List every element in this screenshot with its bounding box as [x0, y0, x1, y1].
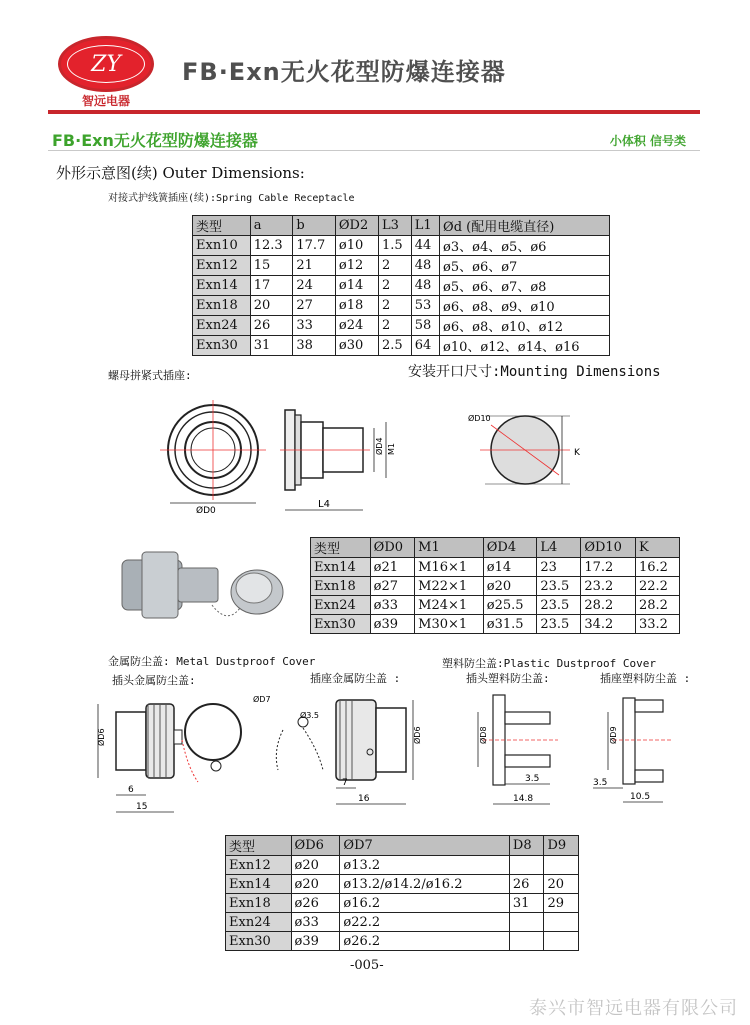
col-d10: ØD10 — [581, 538, 636, 558]
cell: Exn14 — [311, 558, 371, 577]
d6-label-socket: ØD6 — [413, 726, 422, 744]
cell: 48 — [411, 276, 439, 296]
cell: Exn24 — [226, 913, 292, 932]
cell: M24×1 — [415, 596, 484, 615]
col-cable-dia: Ød (配用电缆直径) — [440, 216, 610, 236]
cell: ø6、ø8、ø9、ø10 — [440, 296, 610, 316]
k-label: K — [574, 448, 580, 458]
d10-label: ØD10 — [468, 414, 491, 423]
col-type: 类型 — [226, 836, 292, 856]
logo-caption: 智远电器 — [81, 94, 130, 108]
cell: 29 — [544, 894, 579, 913]
cell: 2 — [378, 256, 411, 276]
cell: Exn24 — [193, 316, 251, 336]
col-m1: M1 — [415, 538, 484, 558]
cell: ø21 — [370, 558, 415, 577]
col-type: 类型 — [193, 216, 251, 236]
dim-15-label: 15 — [136, 802, 148, 812]
cell — [509, 856, 544, 875]
col-a: a — [250, 216, 293, 236]
cell: Exn12 — [226, 856, 292, 875]
table-row — [226, 856, 579, 875]
col-d9: D9 — [544, 836, 579, 856]
cell: ø20 — [291, 875, 340, 894]
cell: 23.5 — [537, 596, 581, 615]
table-row — [226, 913, 579, 932]
dim-6-label: 6 — [128, 785, 134, 795]
cell: Exn10 — [193, 236, 251, 256]
cell: 64 — [411, 336, 439, 356]
col-b: b — [293, 216, 336, 236]
page-number: -005- — [350, 958, 384, 973]
cell: Exn18 — [193, 296, 251, 316]
d6-label-plug: ØD6 — [97, 728, 106, 746]
cell: 26 — [250, 316, 293, 336]
table-row — [193, 236, 610, 256]
dim-10-5-label: 10.5 — [630, 792, 651, 802]
cell: 17.7 — [293, 236, 336, 256]
cell: 21 — [293, 256, 336, 276]
company-footer: 泰兴市智远电器有限公司 — [529, 998, 738, 1019]
cell: 1.5 — [378, 236, 411, 256]
l4-label: L4 — [318, 499, 330, 510]
cell: 15 — [250, 256, 293, 276]
page-title: FB·Exn无火花型防爆连接器 — [182, 58, 506, 86]
cell: 31 — [509, 894, 544, 913]
dim-14-8-label: 14.8 — [513, 794, 534, 804]
receptacle-heading: 对接式护线簧插座(续):Spring Cable Receptacle — [108, 193, 355, 204]
cell: 23.2 — [581, 577, 636, 596]
section-title: FB·Exn无火花型防爆连接器 — [52, 131, 258, 150]
cell — [544, 932, 579, 951]
section-tag: 小体积 信号类 — [609, 134, 686, 148]
cell: ø22.2 — [340, 913, 509, 932]
col-type: 类型 — [311, 538, 371, 558]
cell: 58 — [411, 316, 439, 336]
cell: M30×1 — [415, 615, 484, 634]
cell: 20 — [250, 296, 293, 316]
dust-cover-drawings — [78, 690, 698, 820]
cell: 27 — [293, 296, 336, 316]
d3-5-label: Ø3.5 — [300, 711, 320, 720]
front-view-drawing — [160, 400, 266, 516]
cell: 22.2 — [635, 577, 679, 596]
plastic-cover-heading: 塑料防尘盖:Plastic Dustproof Cover — [442, 657, 656, 670]
d4-label: ØD4 — [375, 437, 384, 455]
cell: 23.5 — [537, 615, 581, 634]
dim-3-5b-label: 3.5 — [593, 778, 608, 788]
d8-label: ØD8 — [479, 726, 488, 744]
table-row — [193, 296, 610, 316]
table-row — [226, 894, 579, 913]
cell: 24 — [293, 276, 336, 296]
section-divider — [48, 150, 700, 151]
cell: 38 — [293, 336, 336, 356]
cell: ø33 — [291, 913, 340, 932]
company-logo — [58, 36, 154, 92]
cell: 17 — [250, 276, 293, 296]
cell: Exn14 — [193, 276, 251, 296]
col-d4: ØD4 — [483, 538, 537, 558]
table-row — [193, 336, 610, 356]
cell: 34.2 — [581, 615, 636, 634]
table-row — [226, 875, 579, 894]
cell: ø14 — [335, 276, 378, 296]
socket-metal-cover-label: 插座金属防尘盖 : — [310, 672, 401, 685]
cell: Exn30 — [226, 932, 292, 951]
cell: 17.2 — [581, 558, 636, 577]
col-d6: ØD6 — [291, 836, 340, 856]
cell: ø10 — [335, 236, 378, 256]
side-view-drawing — [280, 410, 396, 510]
cell: ø10、ø12、ø14、ø16 — [440, 336, 610, 356]
cell: ø5、ø6、ø7、ø8 — [440, 276, 610, 296]
cell: 28.2 — [635, 596, 679, 615]
cell: Exn18 — [311, 577, 371, 596]
table-row — [311, 577, 680, 596]
col-l4: L4 — [537, 538, 581, 558]
cell: ø30 — [335, 336, 378, 356]
cell: Exn30 — [193, 336, 251, 356]
cell: 16.2 — [635, 558, 679, 577]
cell: ø14 — [483, 558, 537, 577]
outer-dimensions-heading: 外形示意图(续) Outer Dimensions: — [56, 164, 305, 182]
table-header-row — [226, 836, 579, 856]
cell: ø5、ø6、ø7 — [440, 256, 610, 276]
cell: 53 — [411, 296, 439, 316]
cell: Exn14 — [226, 875, 292, 894]
plug-metal-cover-drawing — [96, 694, 271, 812]
plug-metal-cover-label: 插头金属防尘盖: — [112, 674, 196, 687]
d0-label: ØD0 — [196, 506, 216, 516]
col-d7: ØD7 — [340, 836, 509, 856]
table-row — [311, 596, 680, 615]
table-header-row — [193, 216, 610, 236]
dim-16-label: 16 — [358, 794, 370, 804]
table-row — [311, 558, 680, 577]
cell: 12.3 — [250, 236, 293, 256]
col-d2: ØD2 — [335, 216, 378, 236]
plug-plastic-cover-drawing — [478, 695, 558, 804]
cell: ø3、ø4、ø5、ø6 — [440, 236, 610, 256]
mounting-cutout-drawing — [468, 413, 581, 484]
cell: ø16.2 — [340, 894, 509, 913]
receptacle-table — [192, 215, 610, 356]
cell — [544, 913, 579, 932]
cell: ø33 — [370, 596, 415, 615]
cell: Exn18 — [226, 894, 292, 913]
cell: ø20 — [291, 856, 340, 875]
m1-label: M1 — [387, 443, 396, 455]
cell: 23.5 — [537, 577, 581, 596]
cell: 2.5 — [378, 336, 411, 356]
mounting-heading: 安装开口尺寸:Mounting Dimensions — [408, 364, 661, 380]
cell: 23 — [537, 558, 581, 577]
cell: Exn30 — [311, 615, 371, 634]
table-header-row — [311, 538, 680, 558]
cell: Exn12 — [193, 256, 251, 276]
cell — [544, 856, 579, 875]
d7-label: ØD7 — [253, 695, 271, 704]
dust-cover-table — [225, 835, 579, 951]
table-row — [193, 276, 610, 296]
table-row — [311, 615, 680, 634]
col-d8: D8 — [509, 836, 544, 856]
cell: ø39 — [370, 615, 415, 634]
cell: ø24 — [335, 316, 378, 336]
cell — [509, 913, 544, 932]
cell: M22×1 — [415, 577, 484, 596]
cell: 48 — [411, 256, 439, 276]
logo-letters: ZY — [67, 45, 145, 83]
cell: 26 — [509, 875, 544, 894]
plug-plastic-cover-label: 插头塑料防尘盖: — [466, 672, 550, 685]
cell: ø39 — [291, 932, 340, 951]
cell: Exn24 — [311, 596, 371, 615]
dim-3-5a-label: 3.5 — [525, 774, 540, 784]
col-l1: L1 — [411, 216, 439, 236]
dim-7-label: 7 — [342, 778, 348, 788]
socket-plastic-cover-label: 插座塑料防尘盖 : — [600, 672, 691, 685]
cell: ø31.5 — [483, 615, 537, 634]
product-photo — [112, 530, 292, 640]
cell: 31 — [250, 336, 293, 356]
cell — [509, 932, 544, 951]
col-k: K — [635, 538, 679, 558]
nut-receptacle-table — [310, 537, 680, 634]
socket-metal-cover-drawing — [276, 700, 422, 804]
cell: ø20 — [483, 577, 537, 596]
cell: ø6、ø8、ø10、ø12 — [440, 316, 610, 336]
d9-label: ØD9 — [609, 726, 618, 744]
cell: ø13.2/ø14.2/ø16.2 — [340, 875, 509, 894]
cell: 20 — [544, 875, 579, 894]
header-divider — [48, 110, 700, 114]
cell: 28.2 — [581, 596, 636, 615]
receptacle-drawings — [150, 395, 680, 525]
cell: ø12 — [335, 256, 378, 276]
cell: 44 — [411, 236, 439, 256]
socket-plastic-cover-drawing — [593, 698, 673, 802]
cell: 2 — [378, 276, 411, 296]
cell: 2 — [378, 316, 411, 336]
metal-cover-heading: 金属防尘盖: Metal Dustproof Cover — [108, 655, 316, 668]
cell: ø27 — [370, 577, 415, 596]
table-row — [193, 316, 610, 336]
cell: 33.2 — [635, 615, 679, 634]
cell: ø26.2 — [340, 932, 509, 951]
cell: 2 — [378, 296, 411, 316]
nut-receptacle-heading: 螺母拼紧式插座: — [108, 369, 192, 382]
cell: 33 — [293, 316, 336, 336]
cell: ø26 — [291, 894, 340, 913]
col-d0: ØD0 — [370, 538, 415, 558]
table-row — [193, 256, 610, 276]
cell: M16×1 — [415, 558, 484, 577]
cell: ø13.2 — [340, 856, 509, 875]
cell: ø18 — [335, 296, 378, 316]
col-l3: L3 — [378, 216, 411, 236]
table-row — [226, 932, 579, 951]
cell: ø25.5 — [483, 596, 537, 615]
